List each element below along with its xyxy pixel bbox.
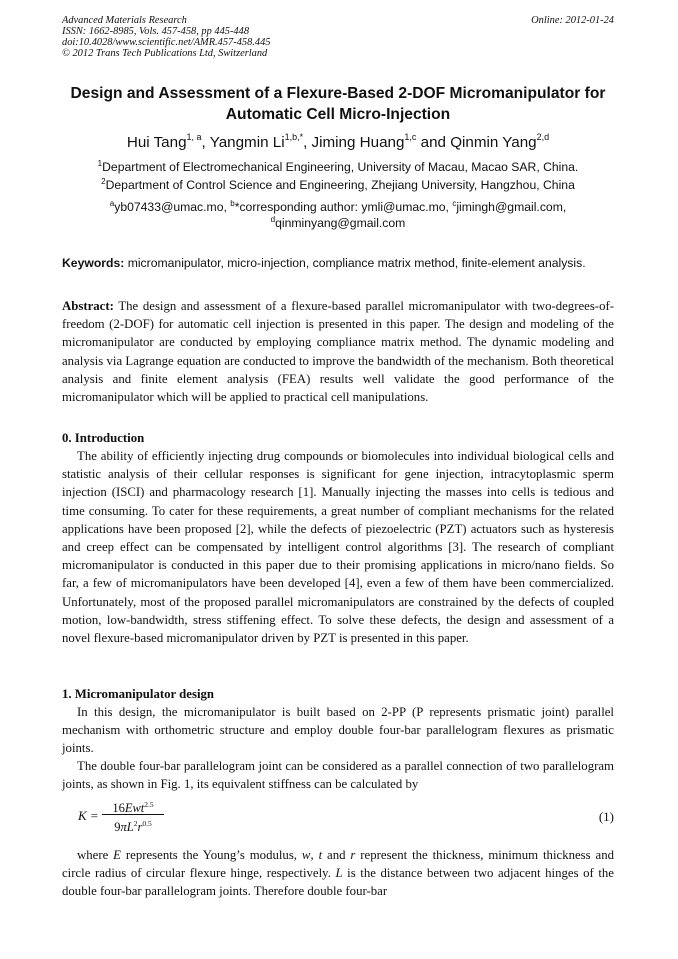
variable-r: r <box>350 848 356 862</box>
paper-title <box>62 83 614 125</box>
equation-numerator <box>102 796 164 815</box>
author-superscript: 1, a <box>186 132 202 142</box>
author-superscript: 2,d <box>536 132 550 142</box>
numerator-variables: Ewt <box>124 801 145 816</box>
variable-t: t <box>318 848 323 862</box>
author-superscript: 1,c <box>404 132 417 142</box>
author-name: Qinmin Yang <box>450 134 537 152</box>
online-date: Online: 2012-01-24 <box>531 15 614 26</box>
text-run: represents the Young’s modulus, <box>121 848 302 862</box>
text-run: , <box>310 848 319 862</box>
section-heading-introduction: 0. Introduction <box>62 431 145 445</box>
design-paragraph-2: The double four-bar parallelogram joint can be considered as a parallel connection of two parallelogram joints, as shown in Fig. 1, its equivalent stiffness can be calculated by <box>62 759 614 792</box>
equation-1 <box>62 796 614 836</box>
abstract-text: The design and assessment of a flexure-based parallel micromanipulator with two-degrees-of-freedom (2-DOF) for automatic cell injection is presented in this paper. The design and modeling of the micromanipulator are conducted by employing compliance matrix method. The dynamic modeling and analysis via Lagrange equation are conducted to improve the bandwidth of the mechanism. Both theoretical analysis and finite element analysis (FEA) results well validate the good performance of the micromanipulator which will be applied to practical cell manipulations. <box>62 299 614 405</box>
issn-line: ISSN: 1662-8985, Vols. 457-458, pp 445-448 <box>62 26 250 37</box>
title-line-1: Design and Assessment of a Flexure-Based 2-DOF Micromanipulator for <box>70 85 606 102</box>
journal-name: Advanced Materials Research <box>62 15 187 26</box>
email-line-2 <box>62 212 614 231</box>
author-name: Hui Tang <box>126 134 187 152</box>
author-separator: , <box>201 134 210 152</box>
introduction-paragraph: The ability of efficiently injecting drug compounds or biomolecules into individual biological cells and statistic analysis of their cellular responses is significant for gene injection, intracytoplasmic sperm injection (ISCI) and pharmacology research [1]. Manually injecting the masses into cells is tedious and time consuming. To cater for these requirements, a great number of compliant mechanisms for the related applications have been proposed [2], while the defects of piezoelectric (PZT) actuators such as hysteresis and creep effect can be compensated by intelligent control algorithms [3]. The research of compliant micromanipulator is conducted in this paper due to their promising applications in micro/nano fields. So far, a few of micromanipulators have been developed [4], even a few of them have been commercialized. Unfortunately, most of the proposed parallel micromanipulators are constrained by the defects of coupled motion, low-bandwidth, stress stiffening effect. To solve these defects, the design and assessment of a novel flexure-based micromanipulator driven by PZT is presented in this paper. <box>62 449 614 646</box>
equation-lhs: K = <box>78 808 99 823</box>
numerator-coefficient: 16 <box>112 801 125 816</box>
email-address[interactable]: yb07433@umac.mo, <box>114 200 231 215</box>
author-list <box>62 128 614 153</box>
abstract-label: Abstract: <box>62 299 114 313</box>
email-superscript: a <box>109 199 115 208</box>
author-name: Yangmin Li <box>209 134 285 152</box>
affiliation-text: Department of Electromechanical Engineering, University of Macau, Macao SAR, China. <box>102 160 579 175</box>
section-heading-design: 1. Micromanipulator design <box>62 687 215 701</box>
copyright-line: © 2012 Trans Tech Publications Ltd, Switzerland <box>62 48 268 59</box>
denominator-pi: π <box>120 820 127 835</box>
variable-E: E <box>113 848 121 862</box>
author-name: Jiming Huang <box>311 134 405 152</box>
denominator-coefficient: 9 <box>114 820 121 835</box>
variable-L: L <box>335 866 343 881</box>
affiliation-superscript: 2 <box>101 177 106 186</box>
equation-denominator <box>102 815 164 833</box>
affiliation-superscript: 1 <box>97 159 103 168</box>
text-run: is the distance between two adjacent hinges of the double four-bar parallelogram joints. Therefore double four-bar <box>62 866 614 899</box>
denominator-r: r <box>137 820 143 835</box>
text-run: where <box>77 848 114 862</box>
design-paragraph-3 <box>62 846 614 901</box>
affiliation-text: Department of Control Science and Engineering, Zhejiang University, Hangzhou, China <box>105 178 575 193</box>
keywords-text: micromanipulator, micro-injection, compliance matrix method, finite-element analysis. <box>124 256 586 270</box>
equation-number: (1) <box>598 809 614 824</box>
variable-w: w <box>301 848 311 862</box>
numerator-exponent: 2.5 <box>144 800 154 809</box>
keywords <box>62 256 614 271</box>
author-separator: , <box>303 134 312 152</box>
affiliation-2 <box>62 174 614 193</box>
keywords-label: Keywords: <box>62 256 125 270</box>
email-superscript: c <box>452 199 457 208</box>
email-address[interactable]: jimingh@gmail.com, <box>456 200 567 215</box>
text-run: and <box>322 848 351 862</box>
author-separator: and <box>416 134 451 152</box>
email-address[interactable]: qinminyang@gmail.com <box>275 216 406 231</box>
denominator-L: L <box>126 820 134 835</box>
author-superscript: 1,b,* <box>284 132 304 142</box>
equation-fraction <box>102 796 164 833</box>
denominator-r-exponent: 0.5 <box>142 819 152 828</box>
email-address[interactable]: *corresponding author: ymli@umac.mo, <box>234 200 453 215</box>
design-paragraph-1: In this design, the micromanipulator is built based on 2-PP (P represents prismatic joint) parallel mechanism with orthometric structure and employ double four-bar parallelogram flexures as prismatic joints. <box>62 705 614 756</box>
title-line-2: Automatic Cell Micro-Injection <box>225 106 451 123</box>
affiliation-1 <box>62 156 614 175</box>
abstract <box>62 297 614 406</box>
journal-header <box>62 15 614 59</box>
email-superscript: d <box>270 215 276 224</box>
text-run: represent the thickness, minimum thickness and circle radius of circular flexure hinge, respectively. <box>62 848 615 881</box>
email-superscript: b <box>230 199 235 208</box>
denominator-L-exponent: 2 <box>133 819 138 828</box>
doi-line: doi:10.4028/www.scientific.net/AMR.457-458.445 <box>62 37 271 48</box>
